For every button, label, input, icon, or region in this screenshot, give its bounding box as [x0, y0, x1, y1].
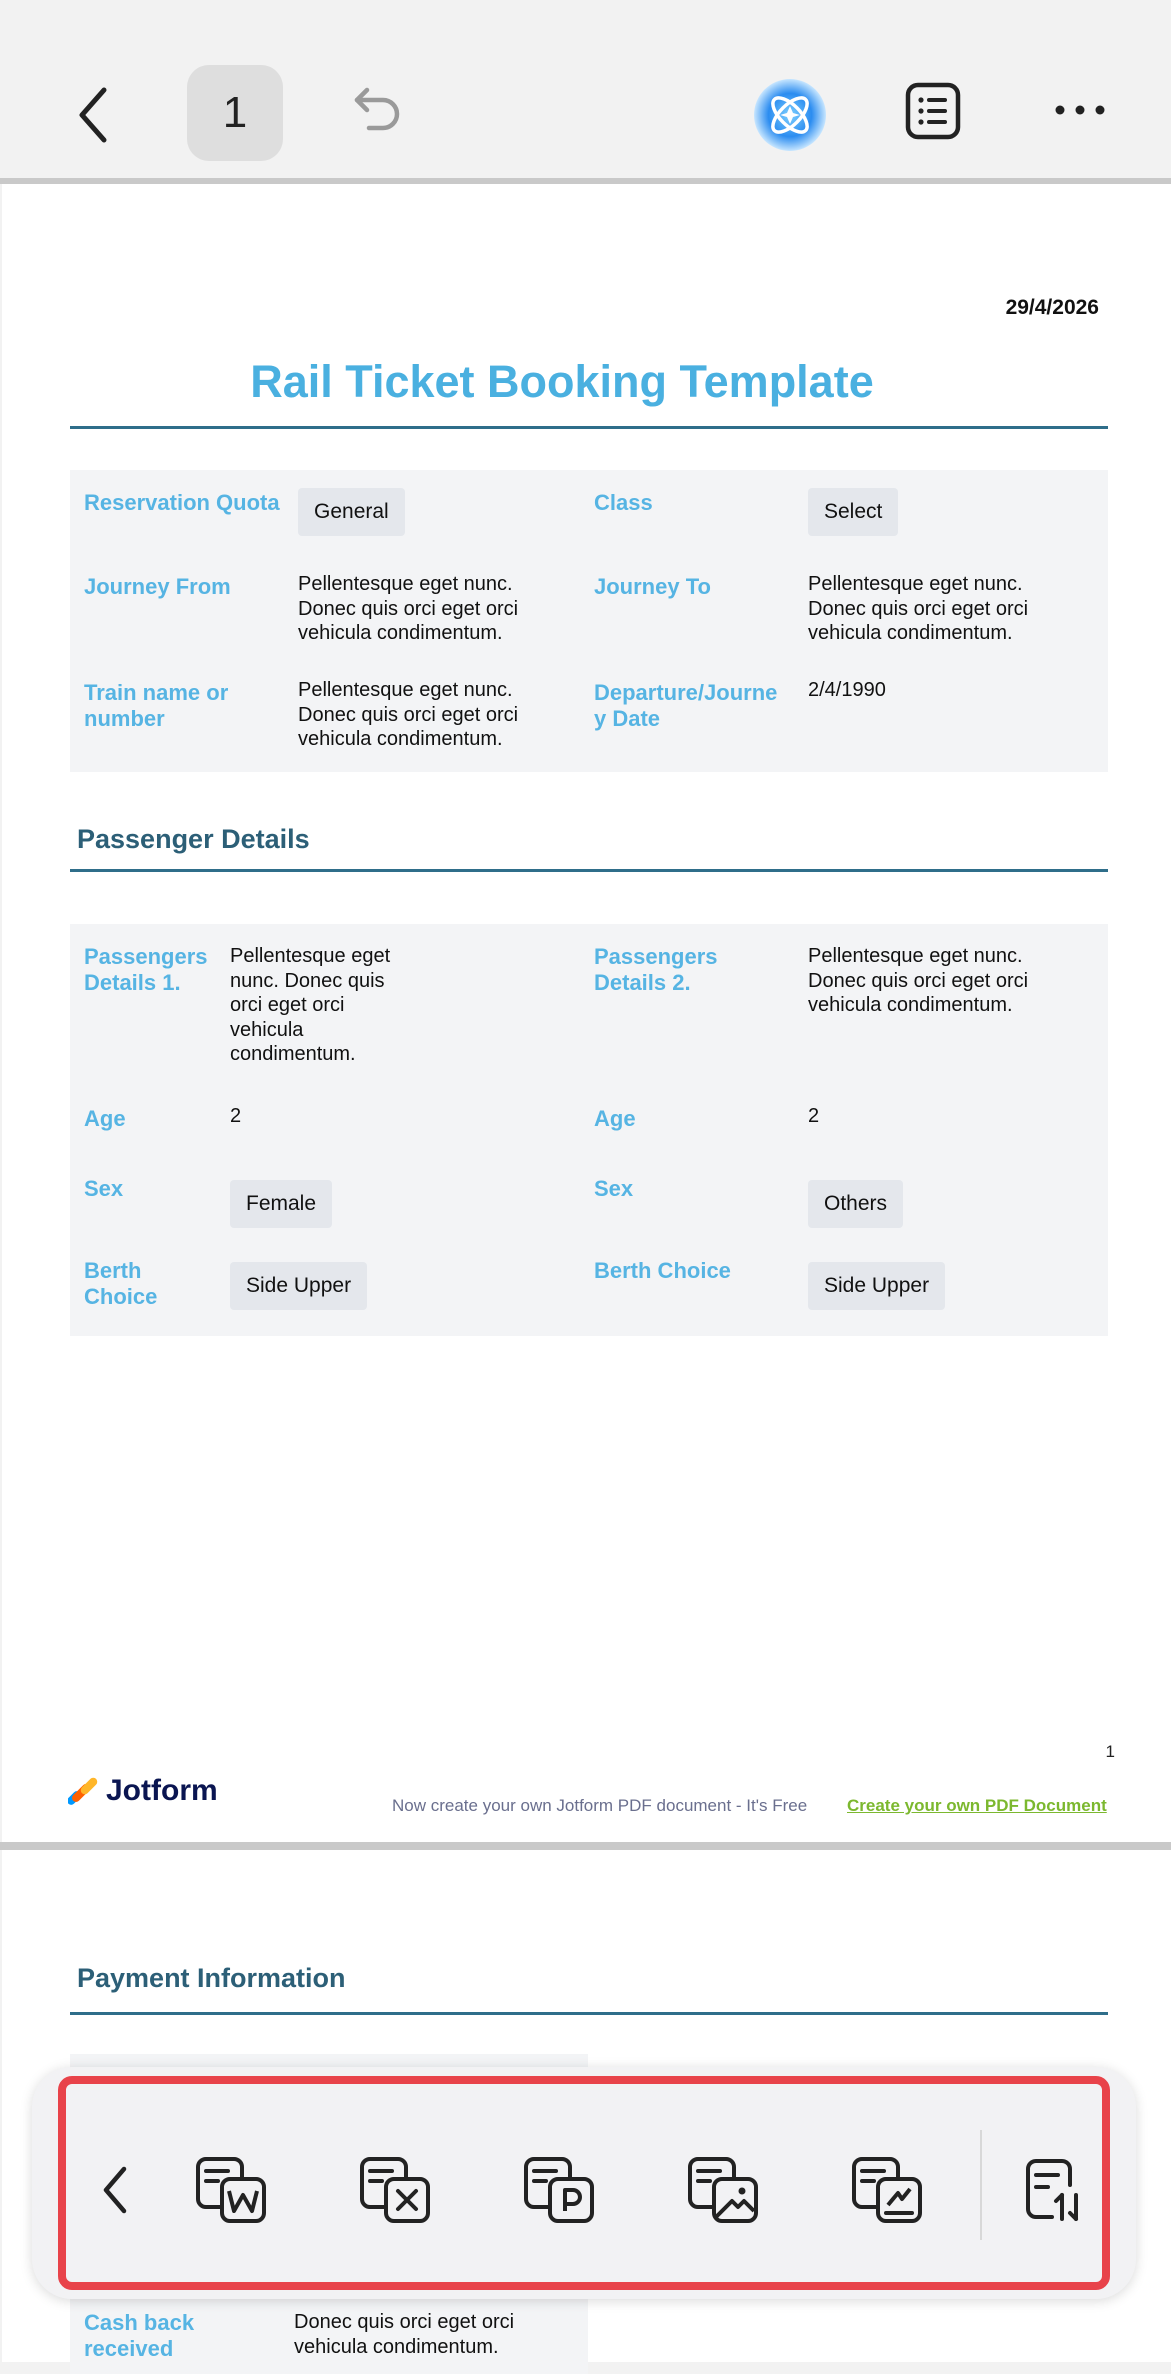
convert-to-word-icon [194, 2155, 270, 2225]
back-icon [100, 2165, 132, 2215]
berth-1-value: Side Upper [230, 1262, 367, 1310]
berth-2-label: Berth Choice [594, 1258, 731, 1283]
train-value: Pellentesque eget nunc. Donec quis orci eget orci vehicula condimentum. [298, 679, 519, 750]
list-icon [905, 82, 961, 140]
class-label: Class [594, 490, 653, 515]
sex-1-value: Female [230, 1180, 332, 1228]
passenger-1-value: Pellentesque eget nunc. Donec quis orci eget orci vehicula condimentum. [230, 945, 391, 1065]
page-separator [0, 1842, 1171, 1850]
create-pdf-link[interactable]: Create your own PDF Document [847, 1796, 1107, 1815]
cashback-label: Cash back received [84, 2310, 195, 2361]
tray-divider [980, 2130, 982, 2240]
document-title: Rail Ticket Booking Template [250, 356, 874, 407]
passenger-2-label: Passengers Details 2. [594, 944, 718, 995]
booking-panel [70, 470, 1108, 772]
convert-to-scan-icon [850, 2155, 926, 2225]
back-icon [74, 86, 114, 144]
top-toolbar [0, 0, 1171, 180]
convert-to-powerpoint-button[interactable] [520, 2150, 600, 2230]
back-button[interactable] [64, 80, 124, 150]
journey-from-value: Pellentesque eget nunc. Donec quis orci eget orci vehicula condimentum. [298, 573, 519, 644]
convert-to-word-button[interactable] [192, 2150, 272, 2230]
reservation-quota-label: Reservation Quota [84, 490, 280, 515]
reservation-quota-value: General [298, 488, 405, 536]
page-sort-button[interactable] [1014, 2150, 1094, 2230]
page-footer-number: 1 [1105, 1742, 1115, 1761]
class-value: Select [808, 488, 898, 536]
convert-to-powerpoint-icon [522, 2155, 598, 2225]
tray-back-button[interactable] [76, 2150, 156, 2230]
ai-assistant-icon [750, 75, 830, 155]
train-label: Train name or number [84, 680, 229, 731]
sex-2-label: Sex [594, 1176, 634, 1201]
passenger-section-title: Passenger Details [77, 824, 310, 854]
page-sort-icon [1024, 2157, 1084, 2223]
page-number-badge[interactable]: 1 [187, 65, 283, 161]
berth-2-value: Side Upper [808, 1262, 945, 1310]
ai-assistant-button[interactable] [750, 75, 830, 155]
age-1-value: 2 [230, 1105, 242, 1127]
passenger-2-value: Pellentesque eget nunc. Donec quis orci eget orci vehicula condimentum. [808, 945, 1029, 1016]
journey-from-label: Journey From [84, 574, 231, 599]
sex-1-label: Sex [84, 1176, 124, 1201]
payment-section-title: Payment Information [77, 1963, 346, 1993]
convert-to-image-icon [686, 2155, 762, 2225]
payment-rule [70, 2012, 1108, 2015]
journey-to-label: Journey To [594, 574, 711, 599]
document-page-1 [2, 184, 1171, 1842]
jotform-logo-text: Jotform [106, 1774, 218, 1807]
footer-promo-text: Now create your own Jotform PDF document - It's Free [392, 1796, 808, 1815]
document-date: 29/4/2026 [1005, 296, 1099, 319]
sex-2-value: Others [808, 1180, 903, 1228]
passenger-1-label: Passengers Details 1. [84, 944, 208, 995]
cashback-value: Donec quis orci eget orci vehicula condimentum. [294, 2311, 515, 2358]
jotform-logo-icon [68, 1776, 98, 1806]
convert-to-scan-button[interactable] [848, 2150, 928, 2230]
age-2-value: 2 [808, 1105, 820, 1127]
convert-to-excel-button[interactable] [356, 2150, 436, 2230]
more-icon [1054, 104, 1106, 116]
passenger-panel [70, 924, 1108, 1336]
more-options-button[interactable] [1050, 90, 1110, 130]
convert-to-excel-icon [358, 2155, 434, 2225]
title-rule [70, 426, 1108, 429]
journey-to-value: Pellentesque eget nunc. Donec quis orci eget orci vehicula condimentum. [808, 573, 1029, 644]
undo-button[interactable] [344, 80, 406, 142]
age-2-label: Age [594, 1106, 636, 1131]
departure-date-label: Departure/Journe y Date [594, 680, 778, 731]
undo-icon [347, 86, 403, 136]
departure-date-value: 2/4/1990 [808, 679, 886, 701]
age-1-label: Age [84, 1106, 126, 1131]
berth-1-label: Berth Choice [84, 1258, 158, 1309]
outline-button[interactable] [900, 78, 966, 144]
convert-to-image-button[interactable] [684, 2150, 764, 2230]
passenger-rule [70, 869, 1108, 872]
jotform-logo [68, 1774, 218, 1808]
